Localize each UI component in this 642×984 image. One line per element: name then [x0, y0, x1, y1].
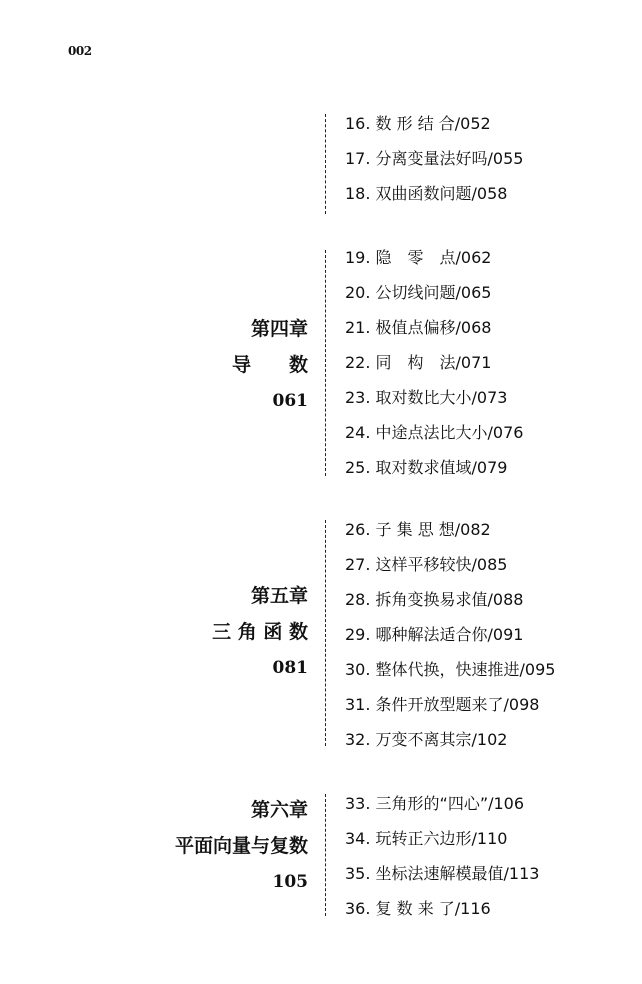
toc-entry[interactable]: 19. 隐 零 点/062 [345, 248, 492, 267]
chapter-page: 105 [272, 872, 308, 892]
chapter-heading [212, 578, 308, 686]
toc-entry[interactable]: 17. 分离变量法好吗/055 [345, 149, 524, 168]
chapter-page: 061 [272, 391, 308, 411]
entry-list [345, 106, 523, 211]
toc-entry[interactable]: 28. 拆角变换易求值/088 [345, 590, 524, 609]
section-divider [325, 520, 326, 746]
chapter-title: 第四章 [250, 318, 308, 340]
toc-entry[interactable]: 24. 中途点法比大小/076 [345, 423, 524, 442]
toc-entry[interactable]: 26. 子 集 思 想/082 [345, 520, 491, 539]
section-divider [325, 250, 326, 476]
toc-entry[interactable]: 18. 双曲函数问题/058 [345, 184, 508, 203]
toc-entry[interactable]: 27. 这样平移较快/085 [345, 555, 508, 574]
toc-entry[interactable]: 20. 公切线问题/065 [345, 283, 492, 302]
toc-entry[interactable]: 23. 取对数比大小/073 [345, 388, 508, 407]
chapter-page: 081 [272, 658, 308, 678]
entry-list [345, 786, 539, 926]
chapter-title: 第五章 [250, 585, 308, 607]
toc-entry[interactable]: 30. 整体代换，快速推进/095 [345, 660, 556, 679]
page-number: 002 [68, 44, 92, 58]
toc-entry[interactable]: 34. 玩转正六边形/110 [345, 829, 508, 848]
chapter-title: 第六章 [250, 799, 308, 821]
toc-entry[interactable]: 16. 数 形 结 合/052 [345, 114, 491, 133]
toc-entry[interactable]: 22. 同 构 法/071 [345, 353, 492, 372]
toc-entry[interactable]: 21. 极值点偏移/068 [345, 318, 492, 337]
chapter-heading [175, 792, 308, 900]
entry-list [345, 240, 523, 485]
toc-entry[interactable]: 35. 坐标法速解模最值/113 [345, 864, 540, 883]
section-divider [325, 114, 326, 214]
toc-entry[interactable]: 25. 取对数求值域/079 [345, 458, 508, 477]
entry-list [345, 512, 555, 757]
chapter-name: 三 角 函 数 [212, 621, 308, 643]
toc-entry[interactable]: 32. 万变不离其宗/102 [345, 730, 508, 749]
toc-entry[interactable]: 36. 复 数 来 了/116 [345, 899, 491, 918]
toc-entry[interactable]: 29. 哪种解法适合你/091 [345, 625, 524, 644]
toc-entry[interactable]: 31. 条件开放型题来了/098 [345, 695, 540, 714]
chapter-name: 平面向量与复数 [174, 835, 308, 857]
chapter-heading [232, 311, 308, 419]
toc-entry[interactable]: 33. 三角形的“四心”/106 [345, 794, 525, 813]
chapter-name: 导 数 [231, 354, 308, 376]
section-divider [325, 794, 326, 916]
